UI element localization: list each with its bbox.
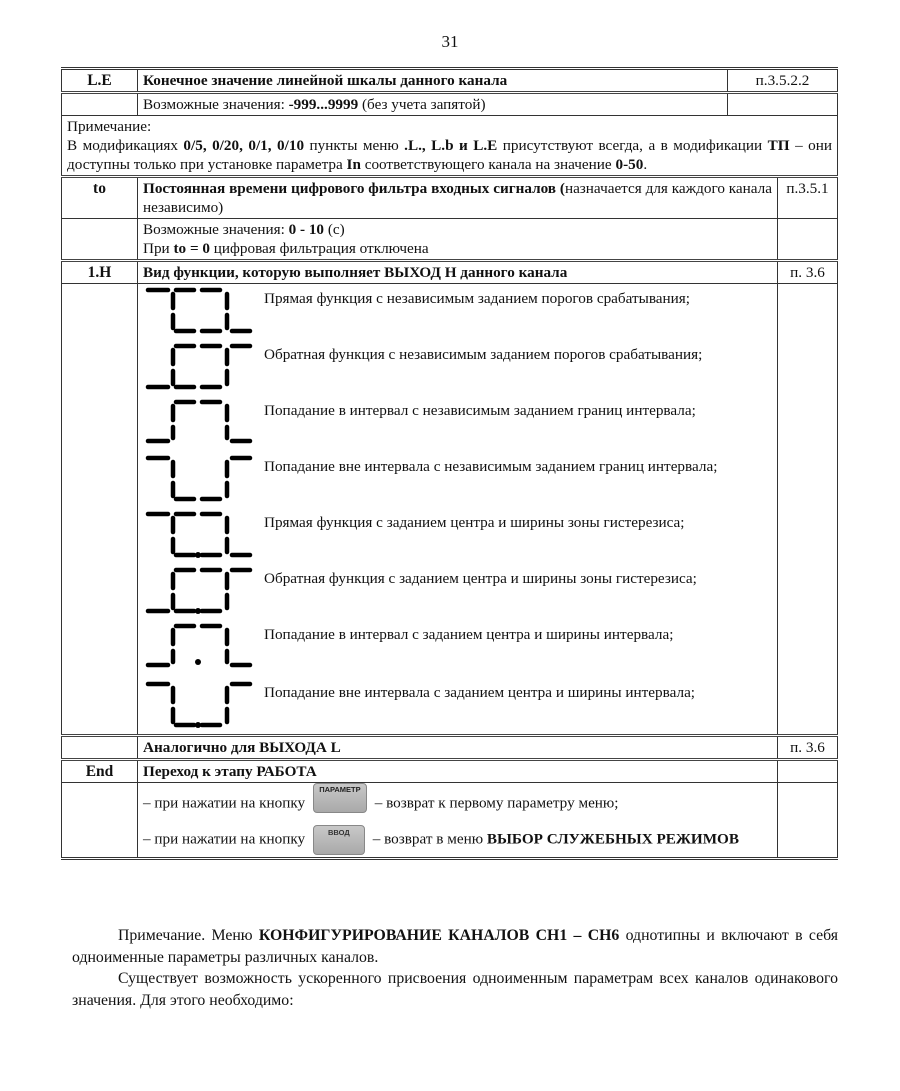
- function-description: Обратная функция с независимым заданием порогов срабатывания;: [264, 346, 703, 363]
- bottom-note-paragraph: Примечание. Меню КОНФИГУРИРОВАНИЕ КАНАЛОВ СН1 – СН6 однотипны и включают в себя одноименные параметры различных каналов.: [72, 927, 839, 966]
- row-out-l: [62, 736, 838, 760]
- param-ref: п. 3.6: [778, 736, 838, 760]
- function-option: [138, 620, 777, 678]
- row-out-h-functions: [62, 284, 838, 736]
- param-title: Вид функции, которую выполняет ВЫХОД Н данного канала: [138, 261, 778, 284]
- row-end-title: [62, 760, 838, 783]
- function-option: [138, 284, 777, 340]
- param-title: Переход к этапу РАБОТА: [138, 760, 778, 783]
- function-description: Прямая функция с независимым заданием порогов срабатывания;: [264, 290, 690, 307]
- param-title: Конечное значение линейной шкалы данного канала: [138, 69, 728, 93]
- param-code: L.E: [62, 69, 138, 93]
- bottom-paragraph: Существует возможность ускоренного присвоения одноименным параметрам всех каналов одинакового значения. Для этого необходимо:: [72, 970, 838, 1009]
- action-parameter: – при нажатии на кнопку ПАРАМЕТР – возврат к первому параметру меню;: [143, 785, 619, 812]
- bottom-notes: [72, 925, 838, 1011]
- in-interval-independent-icon: [138, 396, 260, 452]
- function-option: [138, 396, 777, 452]
- param-code: End: [62, 760, 138, 783]
- param-code: 1.H: [62, 261, 138, 284]
- row-le-title: [62, 69, 838, 93]
- note-block: [62, 116, 838, 177]
- out-interval-center-width-icon: [138, 678, 260, 734]
- function-description: Прямая функция с заданием центра и ширины зоны гистерезиса;: [264, 514, 685, 531]
- function-description: Попадание вне интервала с независимым заданием границ интервала;: [264, 458, 718, 475]
- out-interval-independent-icon: [138, 452, 260, 508]
- row-out-h-title: [62, 261, 838, 284]
- parameter-table: [61, 67, 838, 860]
- row-to-values: [62, 219, 838, 261]
- function-option: [138, 678, 777, 734]
- param-code: to: [62, 177, 138, 219]
- function-option: [138, 564, 777, 620]
- action-enter: – при нажатии на кнопку ВВОД – возврат в меню ВЫБОР СЛУЖЕБНЫХ РЕЖИМОВ: [143, 825, 772, 855]
- param-title: Аналогично для ВЫХОДА L: [138, 736, 778, 760]
- param-values: Возможные значения: -999...9999 (без учета запятой): [138, 93, 728, 116]
- parameter-button[interactable]: ПАРАМЕТР: [313, 783, 367, 813]
- function-option: [138, 340, 777, 396]
- param-ref: п.3.5.1: [778, 177, 838, 219]
- param-title: Постоянная времени цифрового фильтра входных сигналов (назначается для каждого канала независимо): [138, 177, 778, 219]
- function-description: Попадание в интервал с независимым заданием границ интервала;: [264, 402, 696, 419]
- row-note: [62, 116, 838, 177]
- param-ref: п.3.5.2.2: [728, 69, 838, 93]
- function-option: [138, 508, 777, 564]
- row-end-actions: [62, 783, 838, 859]
- enter-button[interactable]: ВВОД: [313, 825, 365, 855]
- direct-center-width-icon: [138, 508, 260, 564]
- note-heading: Примечание:: [67, 118, 152, 135]
- direct-independent-icon: [138, 284, 260, 340]
- page-number: 31: [441, 32, 459, 51]
- inverse-center-width-icon: [138, 564, 260, 620]
- in-interval-center-width-icon: [138, 620, 260, 676]
- row-to-title: [62, 177, 838, 219]
- function-option: [138, 452, 777, 508]
- function-description: Попадание в интервал с заданием центра и ширины интервала;: [264, 626, 674, 643]
- function-description: Обратная функция с заданием центра и ширины зоны гистерезиса;: [264, 570, 697, 587]
- inverse-independent-icon: [138, 340, 260, 396]
- param-values: Возможные значения: 0 - 10 (с) При to = 0 цифровая фильтрация отключена: [138, 219, 778, 261]
- end-actions: [138, 783, 778, 859]
- function-description: Попадание вне интервала с заданием центра и ширины интервала;: [264, 684, 696, 701]
- function-list: [138, 284, 778, 736]
- note-text: В модификациях 0/5, 0/20, 0/1, 0/10 пункты меню .L., L.b и L.E присутствуют всегда, а в модификации ТП – они доступны только при установке параметра In соответствующего канала на значение 0-50.: [67, 137, 833, 173]
- row-le-values: [62, 93, 838, 116]
- param-ref: п. 3.6: [778, 261, 838, 284]
